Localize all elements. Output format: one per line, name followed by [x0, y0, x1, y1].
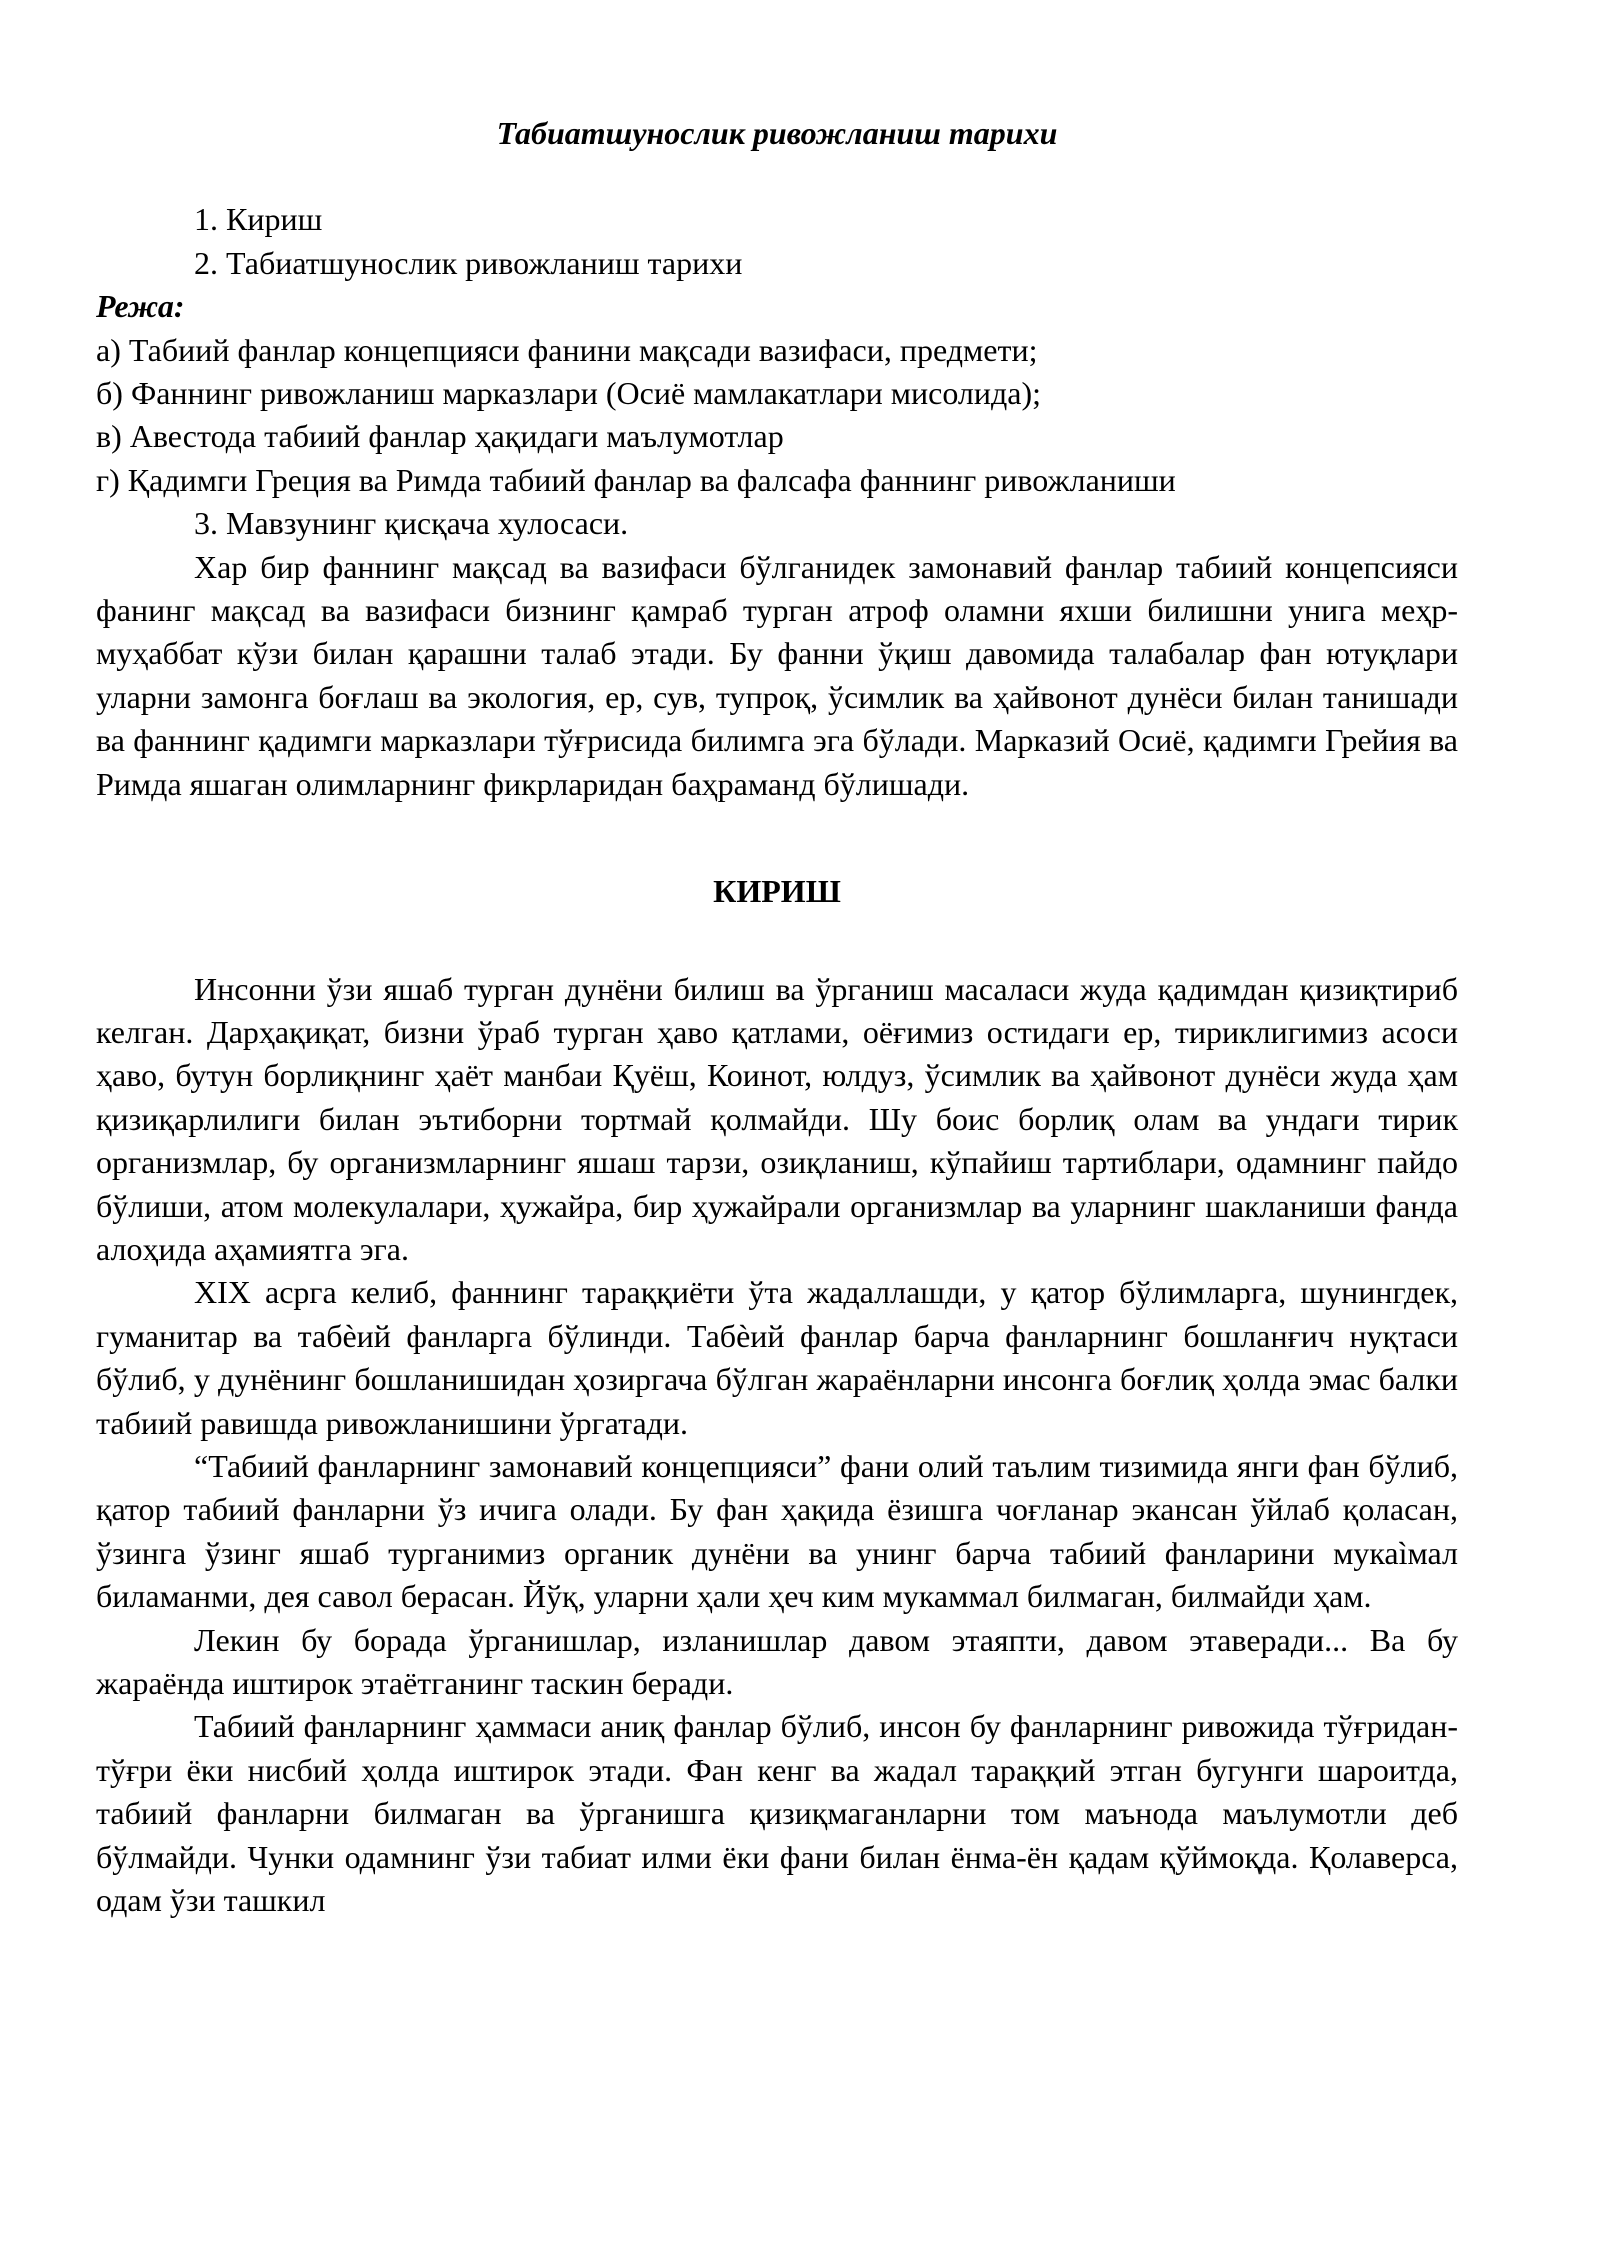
body-paragraph-2: XIX асрга келиб, фаннинг тараққиёти ўта жадаллашди, у қатор бўлимларга, шунингдек, гуманитар ва табѐий фанларга бўлинди. Табѐий фанлар барча фанларнинг бошланғич нуқтаси бўлиб, у дунёнинг бошланишидан ҳозиргача бўлган жараёнларни инсонга боғлиқ ҳолда эмас балки табиий равишда ривожланишини ўргатади.: [96, 1274, 1458, 1441]
body-paragraph-3: “Табиий фанларнинг замонавий концепцияси” фани олий таълим тизимида янги фан бўлиб, қатор табиий фанларни ўз ичига олади. Бу фан ҳақида ёзишга чоғланар экансан ўйлаб қоласан, ўзинга ўзинг яшаб турганимиз органик дунёни ва унинг барча табиий фанларини мукаìмал биламанми, дея савол берасан. Йўқ, уларни ҳали ҳеч ким мукаммал билмаган, билмайди ҳам.: [96, 1447, 1458, 1615]
section-heading: КИРИШ: [713, 873, 841, 910]
plan-item-b: б) Фаннинг ривожланиш марказлари (Осиё мамлакатлари мисолида);: [96, 375, 1042, 412]
body-paragraph-1: Инсонни ўзи яшаб турган дунёни билиш ва ўрганиш масаласи жуда қадимдан қизиқтириб келган. Дарҳақиқат, бизни ўраб турган ҳаво қатлами, оёғимиз остидаги ер, тириклигимиз асоси ҳаво, бутун борлиқнинг ҳаёт манбаи Қуёш, Коинот, юлдуз, ўсимлик ва ҳайвонот дунёси жуда ҳам қизиқарлилиги билан эътиборни тортмай қолмайди. Шу боис борлиқ олам ва ундаги тирик организмлар, бу организмларнинг яшаш тарзи, озиқланиш, кўпайиш тартиблари, одамнинг пайдо бўлиши, атом молекулалари, ҳужайра, бир ҳужайрали организмлар ва уларнинг шакланиши фанда алоҳида аҳамиятга эга.: [96, 970, 1458, 1267]
plan-label: Режа:: [96, 288, 185, 325]
plan-item-a: а) Табиий фанлар концепцияси фанини мақсади вазифаси, предмети;: [96, 331, 1038, 368]
outline-item-1: 1. Кириш: [194, 201, 323, 238]
outline-item-3: 3. Мавзунинг қисқача хулосаси.: [194, 505, 629, 542]
plan-item-c: в) Авестода табиий фанлар ҳақидаги маълумотлар: [96, 418, 784, 455]
document-page: [96, 112, 1458, 1922]
plan-item-d: г) Қадимги Греция ва Римда табиий фанлар ва фалсафа фаннинг ривожланиши: [96, 461, 1176, 498]
body-paragraph-4: Лекин бу борада ўрганишлар, изланишлар давом этаяпти, давом этаверади... Ва бу жараёнда иштирок этаётганинг таскин беради.: [96, 1621, 1458, 1701]
outline-item-2: 2. Табиатшунослик ривожланиш тарихи: [194, 244, 743, 281]
document-title: Табиатшунослик ривожланиш тарихи: [496, 115, 1058, 151]
intro-paragraph: Хар бир фаннинг мақсад ва вазифаси бўлганидек замонавий фанлар табиий концепсияси фанинг мақсад ва вазифаси бизнинг қамраб турган атроф оламни яхши билишни унига меҳр-муҳаббат кўзи билан қарашни талаб этади. Бу фанни ўқиш давомида талабалар фан ютуқлари уларни замонга боғлаш ва экология, ер, сув, тупроқ, ўсимлик ва ҳайвонот дунёси билан танишади ва фаннинг қадимги марказлари тўғрисида билимга эга бўлади. Марказий Осиё, қадимги Грейия ва Римда яшаган олимларнинг фикрларидан баҳраманд бўлишади.: [96, 548, 1458, 802]
body-paragraph-5: Табиий фанларнинг ҳаммаси аниқ фанлар бўлиб, инсон бу фанларнинг ривожида тўғридан-тўғри ёки нисбий ҳолда иштирок этади. Фан кенг ва жадал тараққий этган бугунги шароитда, табиий фанларни билмаган ва ўрганишга қизиқмаганларни том маънода маълумотли деб бўлмайди. Чунки одамнинг ўзи табиат илми ёки фани билан ёнма-ён қадам қўймоқда. Қолаверса, одам ўзи ташкил: [96, 1708, 1458, 1919]
